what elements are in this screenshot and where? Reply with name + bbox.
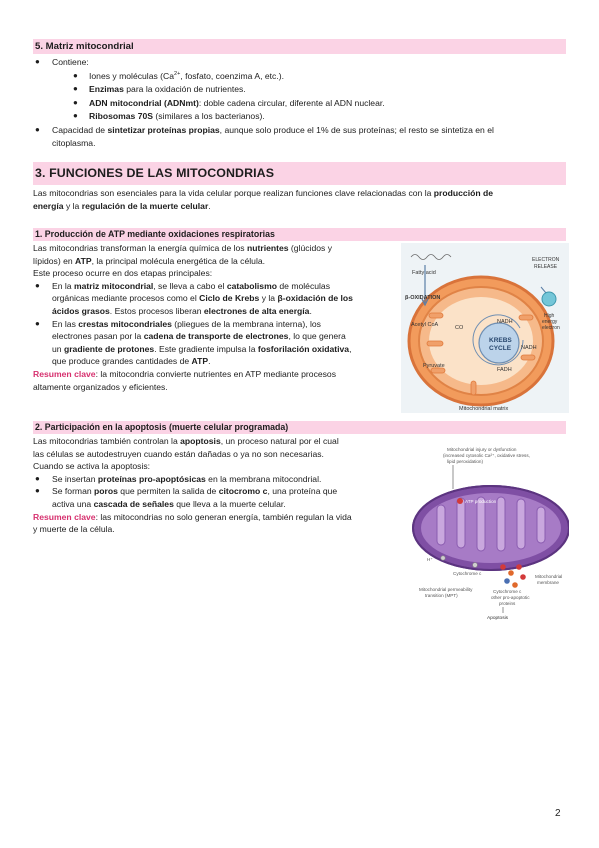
label-apoptosis: Apoptosis xyxy=(487,616,509,621)
bullet-icon: ● xyxy=(73,111,78,121)
caption-line-1: Mitochondrial injury or dysfunction xyxy=(447,447,517,452)
bullet-icon: ● xyxy=(35,486,40,496)
label-other-3: proteins xyxy=(499,601,516,606)
list-item: ● Ribosomas 70S (similares a los bacterianos). xyxy=(73,111,265,122)
label-krebs: KREBS xyxy=(489,337,512,344)
atp-text: Las mitocondrias transforman la energía química de los nutrientes (glúcidos y lípidos) en ATP, la principal molécula energética de la célula. Este proceso ocurre en dos etapas principales: ● En la matriz mitocondrial, se lleva a cabo el catabolismo de moléculas orgánicas mediante procesos como el Ciclo de Krebs y la β-oxidación de los ácidos grasos. Estos procesos liberan electrones de alta energía. ● En las crestas mitocondriales (pliegues de la membrana interna), los electrones pasan por la cadena de transporte de electrones, lo que genera un gradiente de protones. Este gradiente impulsa la fosforilación oxidativa, que produce grandes cantidades de ATP. Resumen clave: la mitocondria convierte nutrientes en ATP mediante procesos altamente organizados y eficientes. xyxy=(33,242,393,393)
label-high: High xyxy=(544,313,555,319)
label-electron: ELECTRON xyxy=(532,257,560,263)
apoptosis-figure xyxy=(407,443,569,623)
label-nadh-right: NADH xyxy=(521,345,537,351)
summary-line: Resumen clave: las mitocondrias no solo generan energía, también regulan la vida xyxy=(33,511,352,522)
label-release: RELEASE xyxy=(534,264,558,270)
page-number: 2 xyxy=(555,808,561,819)
label-acetyl-coa: Acetyl CoA xyxy=(411,322,439,328)
label-cytochrome-c: Cytochrome c xyxy=(453,571,482,576)
apoptosis-illustration xyxy=(407,443,569,623)
label-nadh-top: NADH xyxy=(497,319,513,325)
label-beta-oxidation: β-OXIDATION xyxy=(405,295,441,301)
bullet-icon: ● xyxy=(35,280,40,290)
label-mpt-1: Mitochondrial permeability xyxy=(419,587,473,592)
list-item: ● Se insertan proteínas pro-apoptósicas en la membrana mitocondrial. xyxy=(35,473,322,484)
electron-icon xyxy=(542,292,556,306)
label-membrane-2: membrane xyxy=(537,580,559,585)
label-h-plus: H⁺ xyxy=(427,557,433,562)
subheading-atp: 1. Producción de ATP mediante oxidaciones respiratorias xyxy=(33,228,566,241)
section-heading-matriz: 5. Matriz mitocondrial xyxy=(33,39,566,54)
bullet-icon: ● xyxy=(35,57,40,66)
funciones-intro: Las mitocondrias son esenciales para la vida celular porque realizan funciones clave relacionadas con la producción de energía y la regulación de la muerte celular. xyxy=(33,188,494,211)
label-fatty-acid: Fatty acid xyxy=(412,270,436,276)
matriz-list: ● Contiene: ● Iones y moléculas ($Ca^{2+}$, fosfato, coenzima A, etc.). ● Enzimas para la oxidación de nutrientes. ● ADN mitocondrial (ADNmt): doble cadena circular, diferente al ADN nuclear. ● Ribosomas 70S (similares a los bacterianos). ● Capacidad de sintetizar proteínas propias, aunque solo produce el 1% de sus proteínas; el resto se sintetiza en el citoplasma. xyxy=(52,56,562,144)
summary-line: Resumen clave: la mitocondria convierte nutrientes en ATP mediante procesos xyxy=(33,368,337,379)
list-item: ● ADN mitocondrial (ADNmt): doble cadena circular, diferente al ADN nuclear. xyxy=(73,97,385,108)
label-cycle: CYCLE xyxy=(489,345,512,352)
list-item: ● En la matriz mitocondrial, se lleva a cabo el catabolismo de moléculas xyxy=(35,280,331,291)
bullet-icon: ● xyxy=(73,70,78,80)
apoptosis-text: Las mitocondrias también controlan la apoptosis, un proceso natural por el cual las células se autodestruyen cuando están dañadas o ya no son necesarias. Cuando se activa la apoptosis: ● Se insertan proteínas pro-apoptósicas en la membrana mitocondrial. ● Se forman poros que permiten la salida de citocromo c, una proteína que activa una cascada de señales que lleva a la muerte celular. Resumen clave: las mitocondrias no solo generan energía, también regulan la vida y muerte de la célula. xyxy=(33,435,405,536)
label-co2: CO xyxy=(455,325,464,331)
caption-line-3: lipid peroxidation) xyxy=(447,459,484,464)
bullet-icon: ● xyxy=(73,97,78,107)
label-mpt-2: transition (MPT) xyxy=(425,593,458,598)
list-item: ● Contiene: xyxy=(35,57,89,67)
mitochondrion-illustration xyxy=(401,243,569,413)
atp-icon xyxy=(457,498,463,504)
mitochondrion-figure xyxy=(401,243,569,413)
bullet-icon: ● xyxy=(35,124,40,134)
caption-line-2: (increased cytosolic Ca²⁺, oxidative stress, xyxy=(443,453,530,458)
bullet-icon: ● xyxy=(73,84,78,94)
list-item: ● En las crestas mitocondriales (pliegues de la membrana interna), los xyxy=(35,318,321,329)
label-other-1: Cytochrome c xyxy=(493,589,522,594)
list-item: ● Se forman poros que permiten la salida de citocromo c, una proteína que xyxy=(35,486,338,497)
bullet-icon: ● xyxy=(35,318,40,328)
list-item: ● Capacidad de sintetizar proteínas propias, aunque solo produce el 1% de sus proteínas; el resto se sintetiza en el xyxy=(35,124,494,135)
list-item: ● Enzimas para la oxidación de nutrientes. xyxy=(73,84,246,95)
label-energy: energy xyxy=(542,319,558,325)
label-matrix-caption: Mitochondrial matrix xyxy=(459,406,509,412)
list-item: ● Iones y moléculas ($Ca^{2+}$, fosfato, coenzima A, etc.). xyxy=(73,70,284,81)
label-other-2: other pro-apoptotic xyxy=(491,595,530,600)
label-membrane-1: Mitochondrial xyxy=(535,574,563,579)
label-electron-small: electron xyxy=(542,325,560,331)
bullet-icon: ● xyxy=(35,473,40,483)
label-atp-production: ATP production xyxy=(465,499,497,504)
label-fadh: FADH xyxy=(497,367,512,373)
section-heading-funciones: 3. FUNCIONES DE LAS MITOCONDRIAS xyxy=(33,162,566,185)
subheading-apoptosis: 2. Participación en la apoptosis (muerte celular programada) xyxy=(33,421,566,434)
label-pyruvate: Pyruvate xyxy=(423,363,445,369)
